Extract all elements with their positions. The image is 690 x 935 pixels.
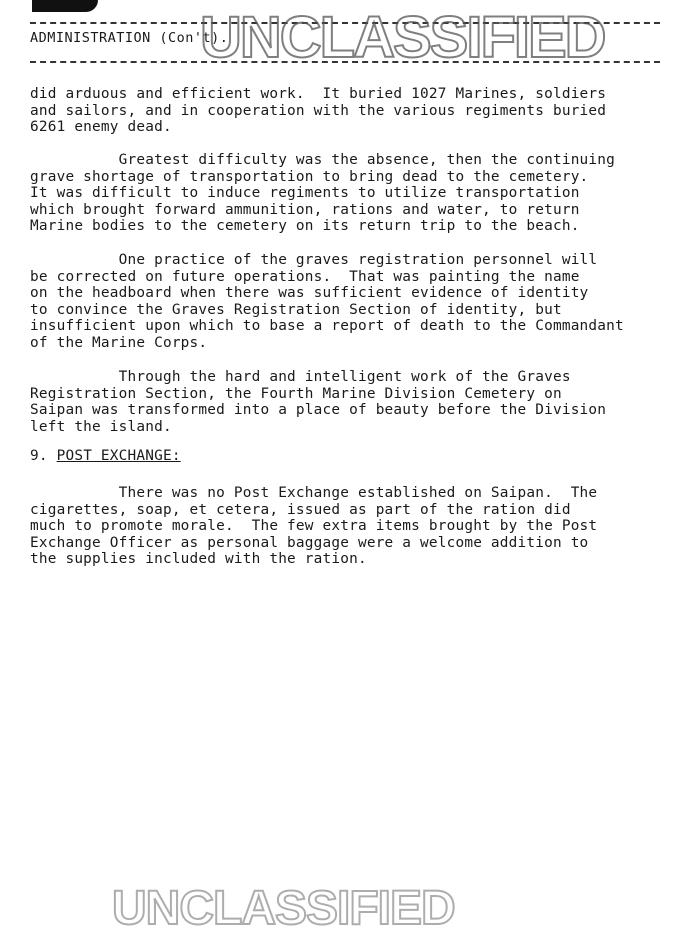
section-title: POST EXCHANGE: (56, 448, 181, 464)
paragraph-headboards: One practice of the graves registration personnel will be corrected on future operations. That was painting the name on the headboard when there was sufficient evidence of identity to convince the Graves Registration Section of identity, but insufficient upon which to base a report of death to the Commandant of the Marine Corps. (30, 252, 624, 351)
paragraph-transportation: Greatest difficulty was the absence, then the continuing grave shortage of transportation to bring dead to the cemetery. It was difficult to induce regiments to utilize transportation which brought forward ammunition, rations and water, to return Marine bodies to the cemetery on its return trip to the beach. (30, 152, 616, 234)
unclassified-stamp-top: UNCLASSIFIED (200, 5, 605, 70)
section-heading-post-exchange (30, 448, 181, 464)
section-number: 9. (30, 448, 48, 464)
scan-corner-mark (32, 0, 98, 12)
page-header: ADMINISTRATION (Con't). (30, 30, 232, 46)
paragraph-burials: did arduous and efficient work. It buried 1027 Marines, soldiers and sailors, and in cooperation with the various regiments buried 6261 enemy dead. (30, 86, 607, 135)
paragraph-post-exchange: There was no Post Exchange established on Saipan. The cigarettes, soap, et cetera, issued as part of the ration did much to promote morale. The few extra items brought by the Post Exchange Officer as personal baggage were a welcome addition to the supplies included with the ration. (30, 485, 598, 567)
paragraph-cemetery: Through the hard and intelligent work of the Graves Registration Section, the Fourth Marine Division Cemetery on Saipan was transformed into a place of beauty before the Division left the island. (30, 369, 607, 435)
unclassified-stamp-bottom: UNCLASSIFIED (112, 882, 455, 935)
